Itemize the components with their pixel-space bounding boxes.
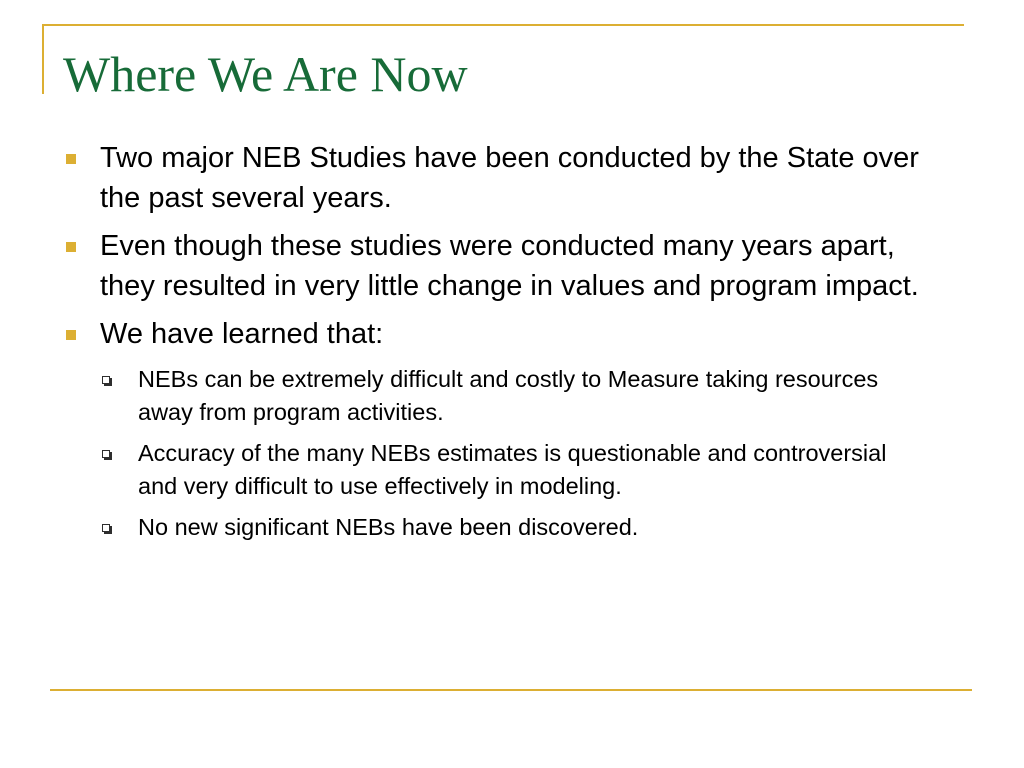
hollow-square-bullet-icon: [101, 437, 138, 471]
slide-title: Where We Are Now: [63, 46, 468, 102]
bullet-item-studies-conducted: [63, 138, 963, 218]
square-shape: [66, 154, 76, 164]
filled-square-bullet-icon: [63, 226, 100, 267]
secondary-bullet-list: [101, 363, 963, 545]
bullet-item-little-change: [63, 226, 963, 306]
subbullet-text-costly-measurement: NEBs can be extremely difficult and costly to Measure taking resources away from program activities.: [138, 366, 879, 425]
hollow-square-bullet-icon: [101, 511, 138, 545]
subbullet-text-no-new-nebs: No new significant NEBs have been discovered.: [138, 514, 639, 540]
subbullet-text-accuracy-questionable: Accuracy of the many NEBs estimates is questionable and controversial and very difficult to use effectively in modeling.: [138, 440, 887, 499]
filled-square-bullet-icon: [63, 138, 100, 179]
subbullet-item-costly-measurement: [101, 363, 963, 429]
hollow-square-shape: [102, 524, 110, 532]
bullet-item-learned: [63, 314, 963, 355]
top-frame-accent-line: [42, 24, 964, 26]
filled-square-bullet-icon: [63, 314, 100, 355]
bullet-text-studies-conducted: Two major NEB Studies have been conducted by the State over the past several years.: [100, 142, 919, 214]
square-shape: [66, 242, 76, 252]
square-shape: [66, 330, 76, 340]
left-frame-accent-line: [42, 24, 44, 94]
hollow-square-bullet-icon: [101, 363, 138, 397]
bullet-text-little-change: Even though these studies were conducted many years apart, they resulted in very little change in values and program impact.: [100, 230, 919, 302]
hollow-square-shape: [102, 450, 110, 458]
bullet-text-learned: We have learned that:: [100, 318, 384, 350]
slide-content: [63, 138, 963, 553]
bottom-frame-accent-line: [50, 689, 972, 691]
primary-bullet-list: [63, 138, 963, 355]
subbullet-item-accuracy-questionable: [101, 437, 963, 503]
subbullet-item-no-new-nebs: [101, 511, 963, 545]
hollow-square-shape: [102, 376, 110, 384]
